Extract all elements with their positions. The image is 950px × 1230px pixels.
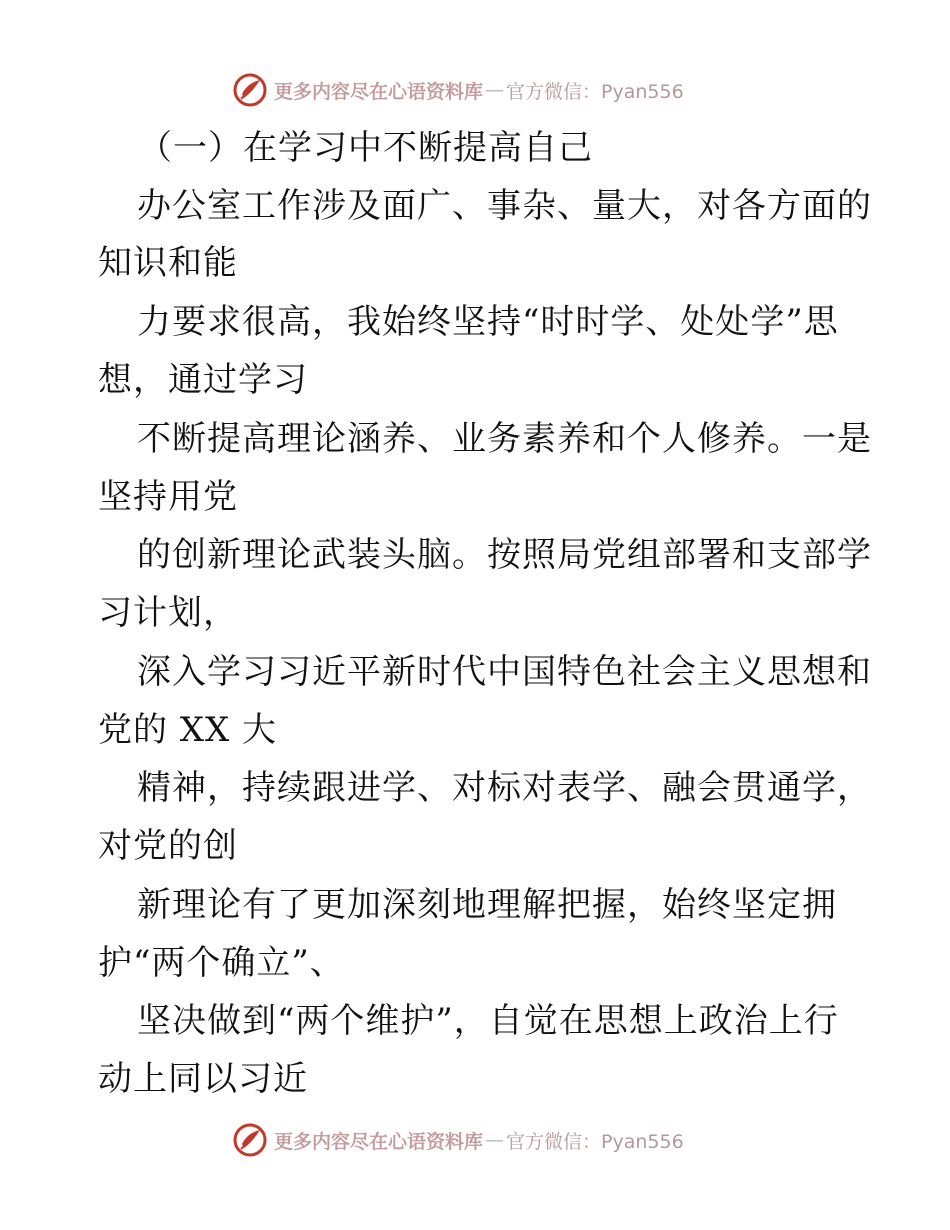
- logo-icon: [232, 1122, 268, 1158]
- text-line: 习计划，: [98, 593, 238, 633]
- text-line: 的创新理论武装头脑。按照局党组部署和支部学: [137, 535, 872, 575]
- banner-separator: —: [485, 79, 505, 101]
- text-line: 力要求很高，我始终坚持“时时学、处处学”思: [137, 302, 839, 342]
- text-line: 对党的创: [98, 826, 238, 866]
- banner-contact: 官方微信：Pyan556: [506, 80, 684, 103]
- banner-contact: 官方微信：Pyan556: [506, 1130, 684, 1153]
- header-banner: [232, 70, 684, 110]
- text-line: 护“两个确立”、: [98, 943, 345, 983]
- text-line: 深入学习习近平新时代中国特色社会主义思想和: [137, 652, 872, 692]
- text-line: 不断提高理论涵养、业务素养和个人修养。一是: [137, 419, 872, 459]
- text-line: 动上同以习近: [98, 1059, 308, 1099]
- text-line: 坚决做到“两个维护”，自觉在思想上政治上行: [137, 1001, 839, 1041]
- text-line: 想，通过学习: [98, 360, 308, 400]
- text-line: 办公室工作涉及面广、事杂、量大，对各方面的: [137, 186, 872, 226]
- text-line: 坚持用党: [98, 477, 238, 517]
- logo-icon: [232, 72, 268, 108]
- banner-separator: —: [485, 1129, 505, 1151]
- banner-text: 更多内容尽在心语资料库: [274, 1130, 484, 1153]
- footer-banner: [232, 1120, 684, 1160]
- section-heading: （一）在学习中不断提高自己: [138, 128, 593, 168]
- banner-text: 更多内容尽在心语资料库: [274, 80, 484, 103]
- text-line: 新理论有了更加深刻地理解把握，始终坚定拥: [137, 885, 837, 925]
- text-line: 精神，持续跟进学、对标对表学、融会贯通学，: [137, 768, 872, 808]
- text-line: 知识和能: [98, 243, 238, 283]
- text-line: 党的 XX 大: [98, 710, 278, 750]
